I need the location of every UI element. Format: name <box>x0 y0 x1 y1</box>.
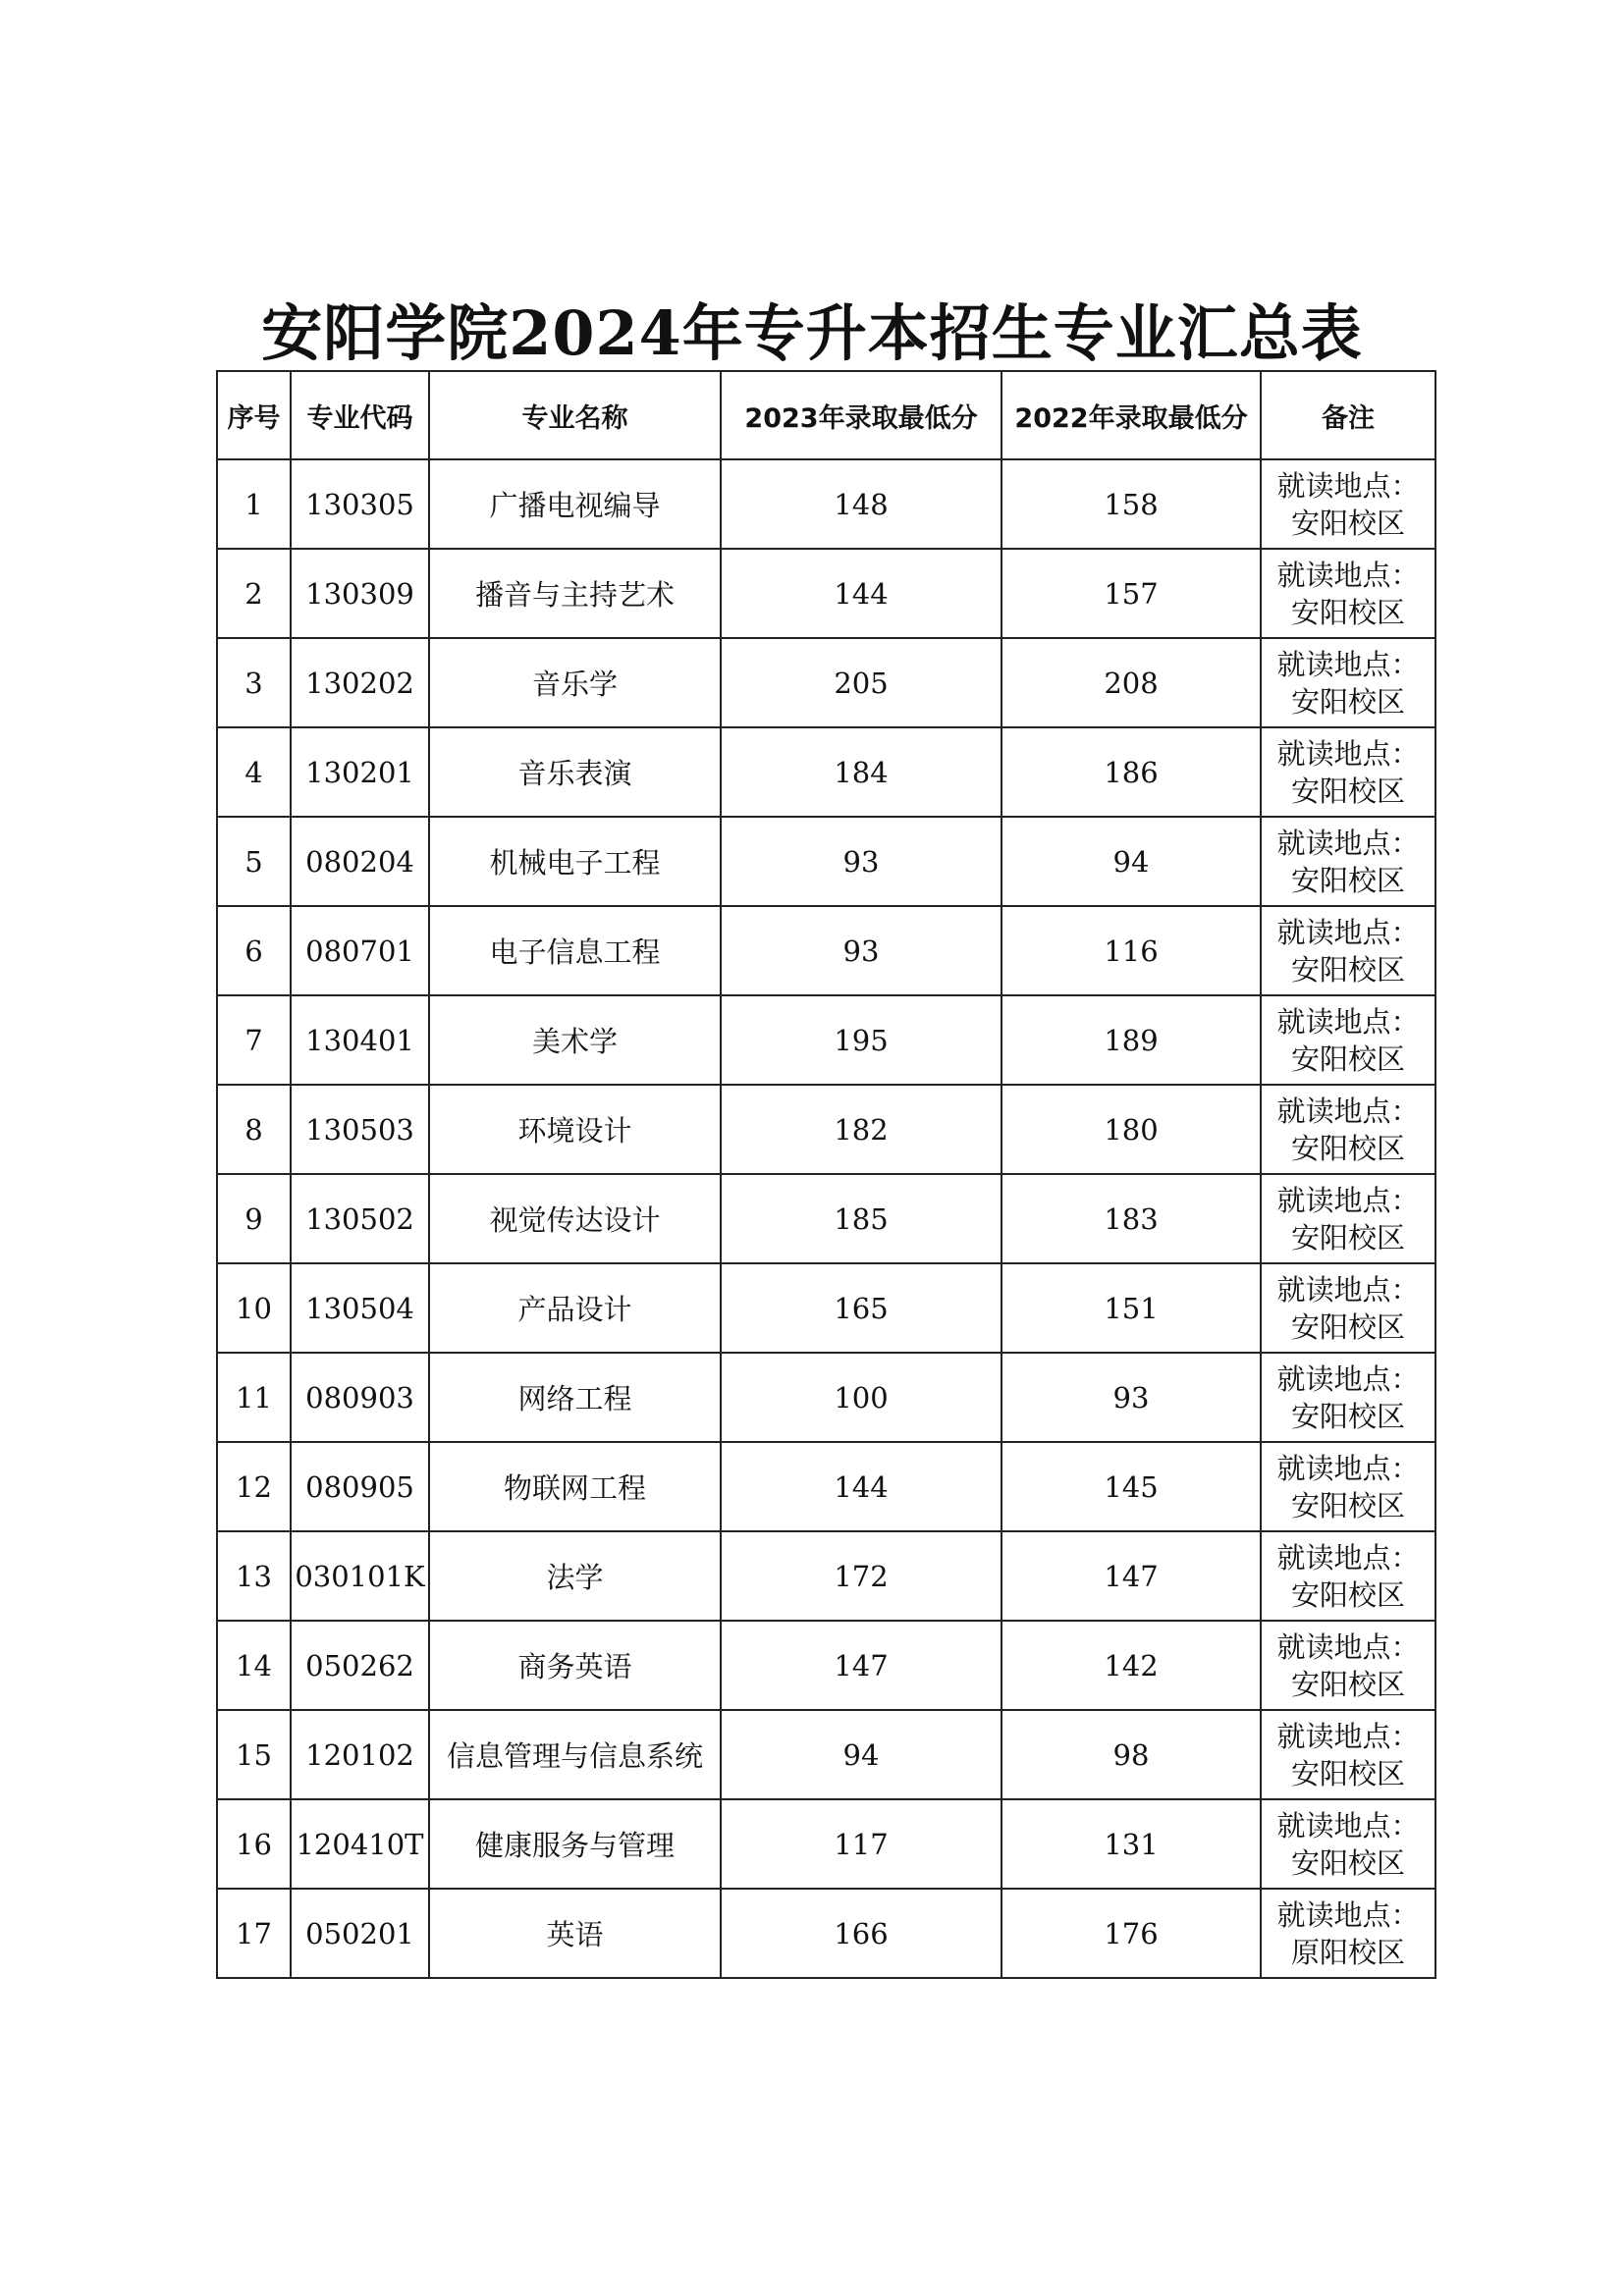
remark-label: 就读地点： <box>1276 468 1420 503</box>
cell-score-2022: 131 <box>1001 1799 1261 1889</box>
cell-major-name: 健康服务与管理 <box>429 1799 721 1889</box>
remark-label: 就读地点： <box>1276 1272 1420 1307</box>
cell-remark <box>1261 1889 1435 1978</box>
cell-score-2023: 117 <box>721 1799 1001 1889</box>
majors-table <box>216 370 1436 1979</box>
cell-index: 14 <box>217 1621 291 1710</box>
remark-campus: 安阳校区 <box>1290 595 1405 629</box>
table-row <box>217 459 1435 549</box>
cell-score-2023: 93 <box>721 817 1001 906</box>
table-row <box>217 1531 1435 1621</box>
remark-campus: 安阳校区 <box>1290 1309 1405 1344</box>
cell-major-name: 信息管理与信息系统 <box>429 1710 721 1799</box>
table-row <box>217 1710 1435 1799</box>
cell-score-2022: 189 <box>1001 995 1261 1085</box>
table-row <box>217 638 1435 727</box>
cell-major-name: 美术学 <box>429 995 721 1085</box>
header-score-2023: 2023年录取最低分 <box>721 371 1001 459</box>
cell-major-code: 130503 <box>291 1085 429 1174</box>
cell-score-2023: 148 <box>721 459 1001 549</box>
cell-score-2022: 142 <box>1001 1621 1261 1710</box>
cell-remark <box>1261 995 1435 1085</box>
cell-score-2023: 166 <box>721 1889 1001 1978</box>
cell-major-code: 080905 <box>291 1442 429 1531</box>
table-row <box>217 1263 1435 1353</box>
cell-score-2022: 98 <box>1001 1710 1261 1799</box>
cell-score-2022: 145 <box>1001 1442 1261 1531</box>
table-row <box>217 1174 1435 1263</box>
table-body <box>217 459 1435 1978</box>
cell-major-name: 音乐学 <box>429 638 721 727</box>
cell-index: 1 <box>217 459 291 549</box>
remark-label: 就读地点： <box>1276 558 1420 592</box>
cell-index: 4 <box>217 727 291 817</box>
remark-label: 就读地点： <box>1276 1183 1420 1217</box>
cell-major-code: 130502 <box>291 1174 429 1263</box>
cell-remark <box>1261 1442 1435 1531</box>
cell-score-2023: 144 <box>721 549 1001 638</box>
cell-remark <box>1261 1085 1435 1174</box>
header-code: 专业代码 <box>291 371 429 459</box>
remark-campus: 安阳校区 <box>1290 1845 1405 1880</box>
cell-score-2023: 165 <box>721 1263 1001 1353</box>
cell-score-2022: 186 <box>1001 727 1261 817</box>
cell-major-name: 机械电子工程 <box>429 817 721 906</box>
cell-major-name: 英语 <box>429 1889 721 1978</box>
cell-index: 12 <box>217 1442 291 1531</box>
remark-label: 就读地点： <box>1276 1362 1420 1396</box>
cell-score-2023: 195 <box>721 995 1001 1085</box>
remark-campus: 安阳校区 <box>1290 1131 1405 1165</box>
cell-score-2023: 182 <box>721 1085 1001 1174</box>
cell-major-code: 050262 <box>291 1621 429 1710</box>
table-row <box>217 817 1435 906</box>
table-row <box>217 1442 1435 1531</box>
cell-major-code: 050201 <box>291 1889 429 1978</box>
cell-remark <box>1261 459 1435 549</box>
remark-campus: 安阳校区 <box>1290 1041 1405 1076</box>
remark-label: 就读地点： <box>1276 1897 1420 1932</box>
cell-major-name: 法学 <box>429 1531 721 1621</box>
cell-major-code: 080701 <box>291 906 429 995</box>
cell-index: 2 <box>217 549 291 638</box>
cell-index: 13 <box>217 1531 291 1621</box>
remark-campus: 安阳校区 <box>1290 1488 1405 1522</box>
cell-remark <box>1261 1353 1435 1442</box>
header-remark: 备注 <box>1261 371 1435 459</box>
table-row <box>217 1799 1435 1889</box>
cell-remark <box>1261 1531 1435 1621</box>
remark-label: 就读地点： <box>1276 1004 1420 1039</box>
cell-major-code: 080204 <box>291 817 429 906</box>
cell-score-2023: 100 <box>721 1353 1001 1442</box>
cell-score-2022: 116 <box>1001 906 1261 995</box>
remark-label: 就读地点： <box>1276 1540 1420 1575</box>
cell-score-2023: 184 <box>721 727 1001 817</box>
cell-score-2023: 172 <box>721 1531 1001 1621</box>
cell-major-name: 物联网工程 <box>429 1442 721 1531</box>
remark-campus: 安阳校区 <box>1290 863 1405 897</box>
table-row <box>217 727 1435 817</box>
cell-score-2023: 185 <box>721 1174 1001 1263</box>
remark-campus: 安阳校区 <box>1290 1577 1405 1612</box>
table-row <box>217 1353 1435 1442</box>
cell-major-name: 电子信息工程 <box>429 906 721 995</box>
cell-major-name: 广播电视编导 <box>429 459 721 549</box>
remark-campus: 安阳校区 <box>1290 506 1405 540</box>
cell-remark <box>1261 727 1435 817</box>
table-row <box>217 1889 1435 1978</box>
remark-campus: 安阳校区 <box>1290 1220 1405 1255</box>
cell-major-code: 080903 <box>291 1353 429 1442</box>
remark-campus: 安阳校区 <box>1290 1399 1405 1433</box>
cell-remark <box>1261 906 1435 995</box>
remark-label: 就读地点： <box>1276 1629 1420 1664</box>
cell-remark <box>1261 1621 1435 1710</box>
table-row <box>217 1621 1435 1710</box>
remark-label: 就读地点： <box>1276 1451 1420 1485</box>
remark-label: 就读地点： <box>1276 1719 1420 1753</box>
remark-label: 就读地点： <box>1276 826 1420 860</box>
remark-label: 就读地点： <box>1276 1808 1420 1842</box>
remark-label: 就读地点： <box>1276 915 1420 949</box>
cell-major-code: 130202 <box>291 638 429 727</box>
cell-remark <box>1261 1799 1435 1889</box>
cell-index: 8 <box>217 1085 291 1174</box>
cell-remark <box>1261 549 1435 638</box>
cell-score-2022: 93 <box>1001 1353 1261 1442</box>
cell-score-2022: 176 <box>1001 1889 1261 1978</box>
cell-major-name: 网络工程 <box>429 1353 721 1442</box>
table-row <box>217 995 1435 1085</box>
cell-score-2023: 147 <box>721 1621 1001 1710</box>
cell-major-code: 120102 <box>291 1710 429 1799</box>
cell-score-2022: 157 <box>1001 549 1261 638</box>
cell-index: 17 <box>217 1889 291 1978</box>
cell-index: 16 <box>217 1799 291 1889</box>
cell-major-name: 产品设计 <box>429 1263 721 1353</box>
cell-score-2022: 180 <box>1001 1085 1261 1174</box>
page-title: 安阳学院2024年专升本招生专业汇总表 <box>261 297 1363 369</box>
cell-remark <box>1261 638 1435 727</box>
cell-score-2023: 94 <box>721 1710 1001 1799</box>
cell-score-2022: 151 <box>1001 1263 1261 1353</box>
table-row <box>217 1085 1435 1174</box>
remark-campus: 安阳校区 <box>1290 952 1405 987</box>
cell-index: 15 <box>217 1710 291 1799</box>
cell-major-code: 130305 <box>291 459 429 549</box>
cell-major-name: 视觉传达设计 <box>429 1174 721 1263</box>
header-score-2022: 2022年录取最低分 <box>1001 371 1261 459</box>
cell-major-code: 130504 <box>291 1263 429 1353</box>
remark-label: 就读地点： <box>1276 736 1420 771</box>
cell-score-2022: 183 <box>1001 1174 1261 1263</box>
remark-label: 就读地点： <box>1276 647 1420 681</box>
cell-index: 3 <box>217 638 291 727</box>
cell-score-2022: 208 <box>1001 638 1261 727</box>
cell-score-2022: 94 <box>1001 817 1261 906</box>
remark-campus: 安阳校区 <box>1290 1756 1405 1790</box>
cell-index: 6 <box>217 906 291 995</box>
cell-major-code: 130201 <box>291 727 429 817</box>
cell-index: 11 <box>217 1353 291 1442</box>
cell-score-2022: 158 <box>1001 459 1261 549</box>
remark-campus: 安阳校区 <box>1290 1667 1405 1701</box>
header-index: 序号 <box>217 371 291 459</box>
table-header-row <box>217 371 1435 459</box>
table-row <box>217 549 1435 638</box>
remark-campus: 安阳校区 <box>1290 684 1405 719</box>
cell-major-name: 音乐表演 <box>429 727 721 817</box>
cell-score-2022: 147 <box>1001 1531 1261 1621</box>
cell-remark <box>1261 817 1435 906</box>
cell-major-code: 130309 <box>291 549 429 638</box>
cell-remark <box>1261 1263 1435 1353</box>
table-row <box>217 906 1435 995</box>
cell-score-2023: 93 <box>721 906 1001 995</box>
cell-index: 7 <box>217 995 291 1085</box>
cell-score-2023: 144 <box>721 1442 1001 1531</box>
cell-index: 9 <box>217 1174 291 1263</box>
cell-major-name: 播音与主持艺术 <box>429 549 721 638</box>
cell-remark <box>1261 1710 1435 1799</box>
remark-campus: 原阳校区 <box>1290 1935 1405 1969</box>
cell-remark <box>1261 1174 1435 1263</box>
cell-major-name: 环境设计 <box>429 1085 721 1174</box>
cell-score-2023: 205 <box>721 638 1001 727</box>
cell-major-code: 030101K <box>291 1531 429 1621</box>
header-name: 专业名称 <box>429 371 721 459</box>
remark-campus: 安阳校区 <box>1290 774 1405 808</box>
cell-index: 10 <box>217 1263 291 1353</box>
remark-label: 就读地点： <box>1276 1094 1420 1128</box>
cell-major-code: 120410T <box>291 1799 429 1889</box>
cell-major-name: 商务英语 <box>429 1621 721 1710</box>
cell-index: 5 <box>217 817 291 906</box>
cell-major-code: 130401 <box>291 995 429 1085</box>
